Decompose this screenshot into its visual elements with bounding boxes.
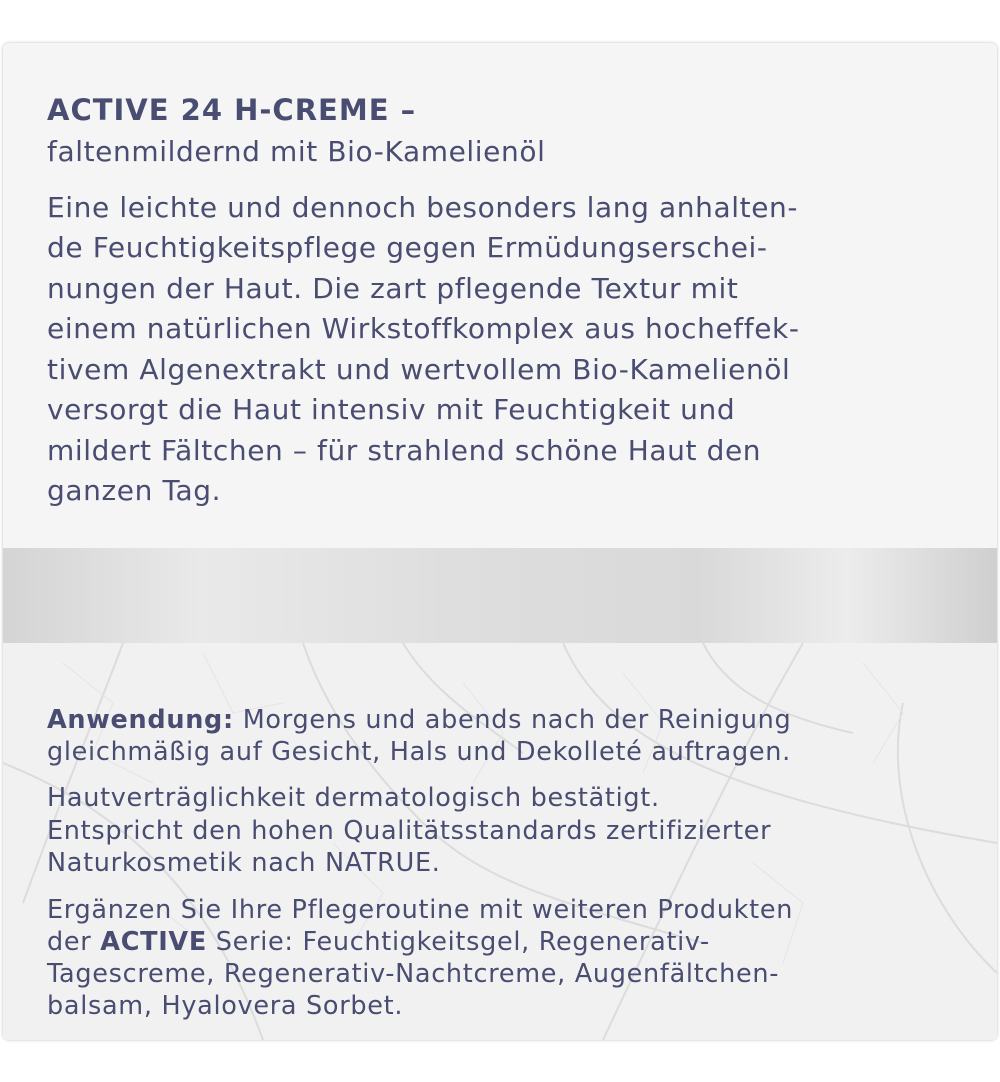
usage-line: gleichmäßig auf Gesicht, Hals und Dekolleté auftragen. bbox=[47, 737, 791, 767]
leaf-texture-section bbox=[3, 643, 997, 1040]
series-line: balsam, Hyalovera Sorbet. bbox=[47, 991, 404, 1021]
series-line: Ergänzen Sie Ihre Pflegeroutine mit weiteren Produkten bbox=[47, 895, 794, 925]
usage-text: Morgens und abends nach der Reinigung bbox=[233, 705, 792, 735]
description-line: einem natürlichen Wirkstoffkomplex aus hocheffek- bbox=[47, 312, 800, 345]
description-line: ganzen Tag. bbox=[47, 474, 222, 507]
certification-line: Hautverträglichkeit dermatologisch bestätigt. bbox=[47, 783, 660, 813]
description-line: Eine leichte und dennoch besonders lang anhalten- bbox=[47, 191, 799, 224]
usage-label: Anwendung: bbox=[47, 705, 234, 735]
certification-line: Naturkosmetik nach NATRUE. bbox=[47, 848, 441, 878]
description-line: tivem Algenextrakt und wertvollem Bio-Kamelienöl bbox=[47, 353, 791, 386]
series-text: Serie: Feuchtigkeitsgel, Regenerativ- bbox=[206, 927, 710, 957]
product-title: ACTIVE 24 H-CREME – bbox=[47, 93, 417, 127]
description-line: de Feuchtigkeitspflege gegen Ermüdungserschei- bbox=[47, 231, 768, 264]
product-box-panel bbox=[3, 43, 997, 1040]
description-line: nungen der Haut. Die zart pflegende Textur mit bbox=[47, 272, 739, 305]
usage-line bbox=[47, 705, 791, 735]
certification-line: Entspricht den hohen Qualitätsstandards zertifizierter bbox=[47, 816, 772, 846]
product-subtitle: faltenmildernd mit Bio-Kamelienöl bbox=[47, 135, 546, 168]
description-line: versorgt die Haut intensiv mit Feuchtigkeit und bbox=[47, 393, 736, 426]
series-line: Tagescreme, Regenerativ-Nachtcreme, Augenfältchen- bbox=[47, 959, 780, 989]
series-brand: ACTIVE bbox=[100, 927, 207, 957]
silver-band bbox=[3, 548, 997, 643]
series-text: der bbox=[47, 927, 101, 957]
description-line: mildert Fältchen – für strahlend schöne Haut den bbox=[47, 434, 762, 467]
series-line bbox=[47, 927, 710, 957]
